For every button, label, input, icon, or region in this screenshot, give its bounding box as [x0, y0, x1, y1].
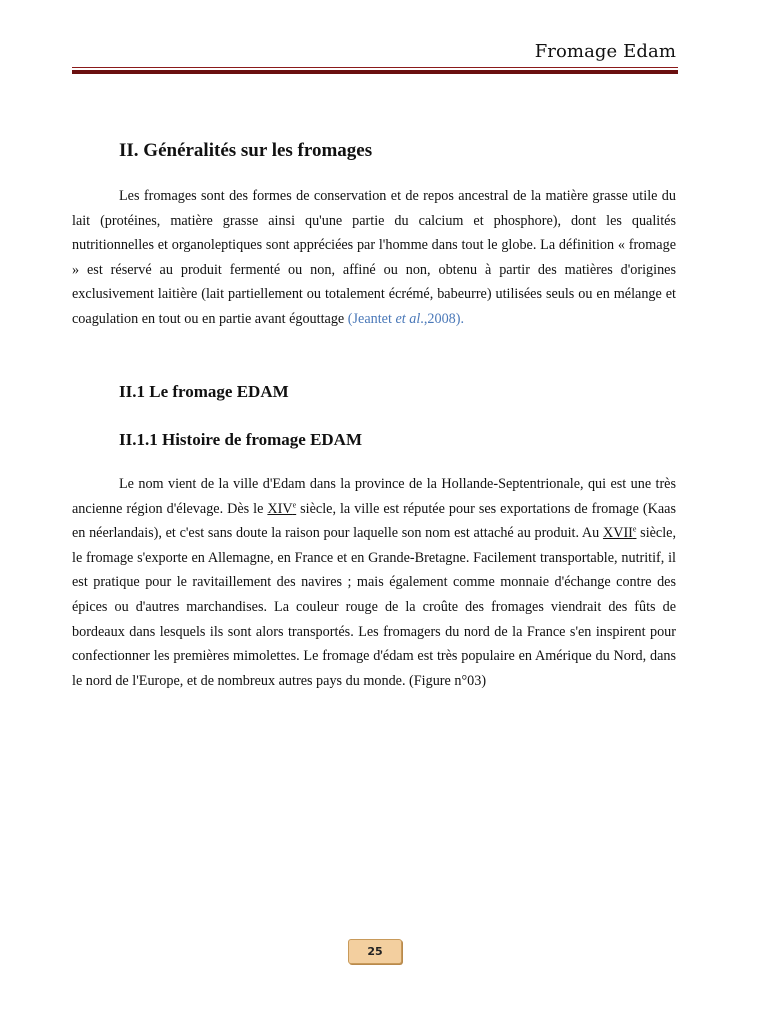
- header-rule: [72, 67, 678, 74]
- paragraph-text: Les fromages sont des formes de conservation et de repos ancestral de la matière grasse utile du lait (protéines, matière grasse ainsi qu'une partie du calcium et phosphore), dont les qualités nutritionnelles et organoleptiques sont appréciées par l'homme dans tout le globe. La définition « fromage » est réservé au produit fermenté ou non, affiné ou non, obtenu à partir des matières d'origines exclusivement laitière (lait partiellement ou totalement écrémé, babeurre) utilisées seuls ou en mélange et coagulation en tout ou en partie avant égouttage: [72, 188, 676, 327]
- subsubsection-heading: II.1.1 Histoire de fromage EDAM: [119, 430, 363, 449]
- history-text-part2: siècle, la ville est réputée pour ses exportations de fromage (Kaas en néerlandais), et c'est sans doute la raison pour laquelle son nom est attaché au produit. Au: [72, 500, 676, 542]
- page-number-badge: 25: [348, 939, 402, 964]
- history-text-part3: siècle, le fromage s'exporte en Allemagne, en France et en Grande-Bretagne. Facilement transportable, nutritif, il est pratique pour le ravitaillement des navires ; mais également comme monnaie d'échange contre des épices ou d'autres marchandises. La couleur rouge de la croûte des fromages viendrait des fûts de bordeaux dans lesquels ils sont alors transportés. Les fromagers du nord de la France s'en inspirent pour confectionner les premières mimolettes. Le fromage d'édam est très populaire en Amérique du Nord, dans le nord de l'Europe, et de nombreux autres pays du monde. (Figure n°03): [72, 525, 677, 689]
- century-xvii: XVIIe: [602, 524, 637, 542]
- history-paragraph: [72, 472, 676, 693]
- citation-author: (Jeantet: [347, 310, 392, 327]
- citation-etal: et al: [395, 310, 421, 327]
- section-heading: II. Généralités sur les fromages: [119, 140, 373, 161]
- section-paragraph: [72, 184, 676, 332]
- header-rule-thick: [72, 70, 678, 74]
- century-xiv: XIVe: [267, 499, 297, 517]
- citation-year: .,2008).: [420, 310, 465, 327]
- history-text-part1: Le nom vient de la ville d'Edam dans la province de la Hollande-Septentrionale, qui est une très ancienne région d'élevage. Dès le: [72, 476, 676, 517]
- running-header-title: Fromage Edam: [534, 41, 676, 62]
- citation-link[interactable]: [348, 311, 464, 327]
- subsection-heading: II.1 Le fromage EDAM: [119, 382, 289, 401]
